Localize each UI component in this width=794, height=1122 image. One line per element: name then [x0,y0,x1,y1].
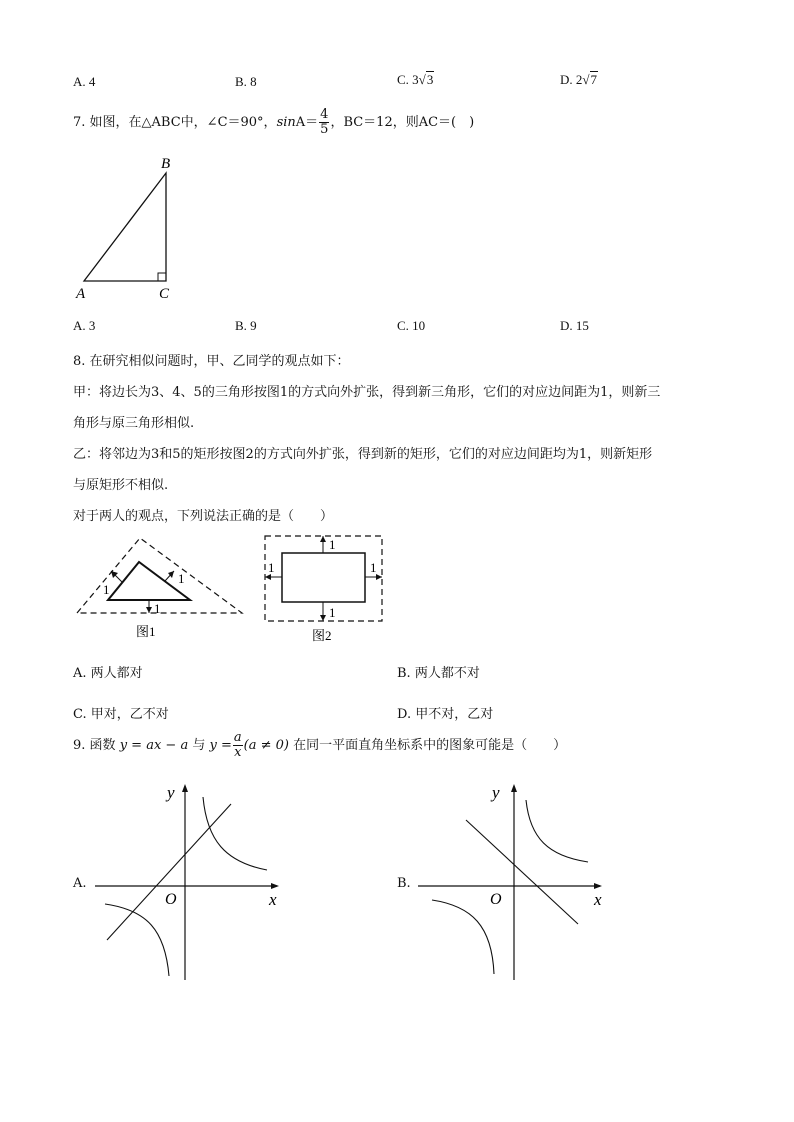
gap-label: 1 [370,560,377,575]
condition: (a ≠ 0) [243,738,289,753]
gap-label: 1 [154,601,161,616]
fraction-denominator: 5 [320,122,329,137]
option-label: B. [397,666,411,681]
right-angle-mark [158,273,166,281]
x-axis-label: x [269,890,277,909]
y-axis-label: y [167,783,175,802]
stem-text: 函数 [89,738,116,753]
option-label: A. [73,318,86,333]
option-label: B. [235,74,247,89]
q7-triangle-figure [70,150,190,300]
option-value: 9 [250,318,257,333]
option-value: 10 [412,318,426,333]
q8-jia-line2: 角形与原三角形相似. [73,416,195,431]
fraction [233,731,243,759]
origin-label: O [490,891,502,908]
option-label: C. [397,72,409,87]
option-value: 15 [575,318,589,333]
q6-option-c[interactable] [397,72,434,88]
hyperbola-branch-lower [105,904,169,976]
fraction-denominator: x [234,745,242,760]
vertex-label-a: A [76,286,86,302]
q6-option-b[interactable] [235,74,257,90]
gap-label: 1 [103,582,110,597]
hyperbola-branch-upper [526,800,588,862]
y-axis-label: y [492,783,500,802]
option-value: 3 [88,318,96,333]
q9-graph-b[interactable] [418,780,613,985]
gap-label: 1 [329,537,336,552]
arrow-head [320,615,326,621]
fraction-numerator: a [233,730,242,746]
arrow-head [320,536,326,542]
linear-graph [466,820,578,924]
q8-figure-2 [262,532,387,647]
option-text: 两人都不对 [414,666,480,681]
q8-stem [73,350,350,369]
q8-jia-line1: 甲：将边长为3、4、5的三角形按图1的方式向外扩张，得到新三角形，它们的对应边间距为1，则新三 [73,385,661,400]
q9-graph-a[interactable] [95,780,290,985]
arrow-head [376,574,382,580]
triangle-abc [84,173,166,281]
origin-label: O [165,891,177,908]
radical: √3 [418,72,434,87]
stem-text: 在研究相似问题时，甲、乙同学的观点如下： [89,354,350,369]
gap-label: 1 [178,571,185,586]
arrow-head [146,607,152,613]
q8-option-a[interactable] [73,662,143,681]
q9-option-b-label[interactable]: B. [397,876,411,891]
q8-yi-line1: 乙：将邻边为3和5的矩形按图2的方式向外扩张，得到新的矩形，它们的对应边间距均为1，则新矩形 [73,447,653,462]
option-value: 8 [250,74,257,89]
q6-option-a[interactable] [73,74,95,90]
question-number: 7. [73,115,86,130]
fraction [319,108,329,136]
q7-option-a[interactable] [73,318,95,334]
question-number: 8. [73,354,86,369]
hyperbola-branch-lower [432,900,494,974]
question-number: 9. [73,738,86,753]
radical-coefficient: 2 [575,72,583,87]
option-value: 4 [88,74,96,89]
gap-label: 1 [268,560,275,575]
x-axis-label: x [594,890,602,909]
inner-rectangle [282,553,365,602]
option-label: D. [560,318,573,333]
stem-text: 与 [192,738,206,753]
fraction-numerator: 4 [320,107,329,123]
figure-caption: 图2 [312,628,332,643]
x-axis-arrow [594,883,602,889]
q7-option-b[interactable] [235,318,257,334]
radicand: 7 [590,72,598,87]
option-label: D. [397,707,412,722]
q9-option-a-label[interactable]: A. [73,876,87,891]
y-axis-arrow [511,784,517,792]
q8-question: 对于两人的观点，下列说法正确的是（ ） [73,509,334,524]
linear-function: y = ax − a [119,738,189,753]
option-label: C. [397,318,409,333]
option-label: D. [560,72,573,87]
q7-option-c[interactable] [397,318,425,334]
x-axis-arrow [271,883,279,889]
sin-arg: A＝ [295,115,319,130]
option-label: A. [73,666,87,681]
stem-text: ，BC＝12，则AC＝( ) [330,115,475,130]
q7-stem [73,104,474,142]
sin-word: sin [276,115,296,130]
stem-text: 在同一平面直角坐标系中的图象可能是（ ） [293,738,567,753]
q8-option-d[interactable] [397,703,493,722]
figure-caption: 图1 [136,624,156,639]
radical-coefficient: 3 [412,72,419,87]
q6-option-d[interactable] [560,72,598,88]
option-text: 两人都对 [90,666,143,681]
q8-figure-1 [70,530,255,645]
option-label: B. [235,318,247,333]
q8-yi-line2: 与原矩形不相似. [73,478,169,493]
q7-option-d[interactable] [560,318,589,334]
q8-option-b[interactable] [397,662,480,681]
y-axis-arrow [182,784,188,792]
option-text: 甲对，乙不对 [90,707,169,722]
option-label: A. [73,74,86,89]
q8-option-c[interactable] [73,703,169,722]
hyperbola-branch-upper [203,797,267,870]
radical: √7 [582,72,598,87]
gap-label: 1 [329,605,336,620]
inverse-function-lhs: y = [209,738,232,753]
radicand: 3 [426,72,434,87]
vertex-label-b: B [161,156,171,172]
option-text: 甲不对，乙对 [415,707,494,722]
linear-graph [107,804,231,940]
option-label: C. [73,707,87,722]
q9-stem [73,727,566,765]
stem-text: 如图，在△ABC中，∠C＝90°， [89,115,277,130]
vertex-label-c: C [159,286,170,302]
